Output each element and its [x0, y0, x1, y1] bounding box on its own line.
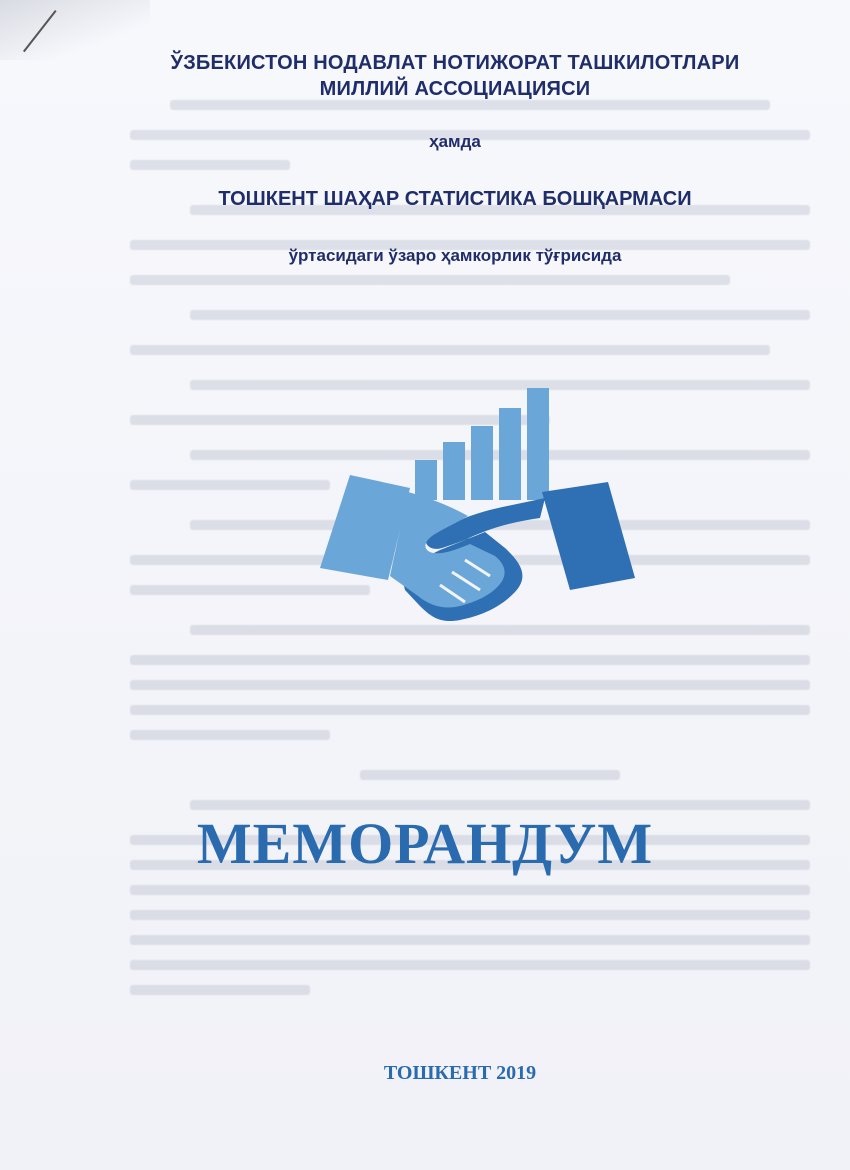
chart-bar: [415, 460, 437, 500]
chart-bar: [527, 388, 549, 500]
second-organization-title: ТОШКЕНТ ШАҲАР СТАТИСТИКА БОШҚАРМАСИ: [218, 188, 692, 210]
place-and-year: ТОШКЕНТ 2019: [383, 1062, 537, 1084]
conjunction-text: ҳамда: [429, 132, 481, 151]
organization-title-line1: ЎЗБЕКИСТОН НОДАВЛАТ НОТИЖОРАТ ТАШКИЛОТЛАРИ: [170, 52, 740, 74]
chart-bar: [499, 408, 521, 500]
memorandum-subtitle: ўртасидаги ўзаро ҳамкорлик тўғрисида: [288, 246, 622, 265]
chart-bar: [443, 442, 465, 500]
organization-title-line2: МИЛЛИЙ АССОЦИАЦИЯСИ: [319, 78, 591, 100]
handshake-with-bar-chart-icon: [290, 380, 640, 640]
document-title: МЕМОРАНДУМ: [196, 811, 654, 876]
organization-title: [90, 50, 820, 102]
right-sleeve-icon: [542, 482, 635, 590]
bar-chart-icon: [415, 388, 549, 500]
chart-bar: [471, 426, 493, 500]
